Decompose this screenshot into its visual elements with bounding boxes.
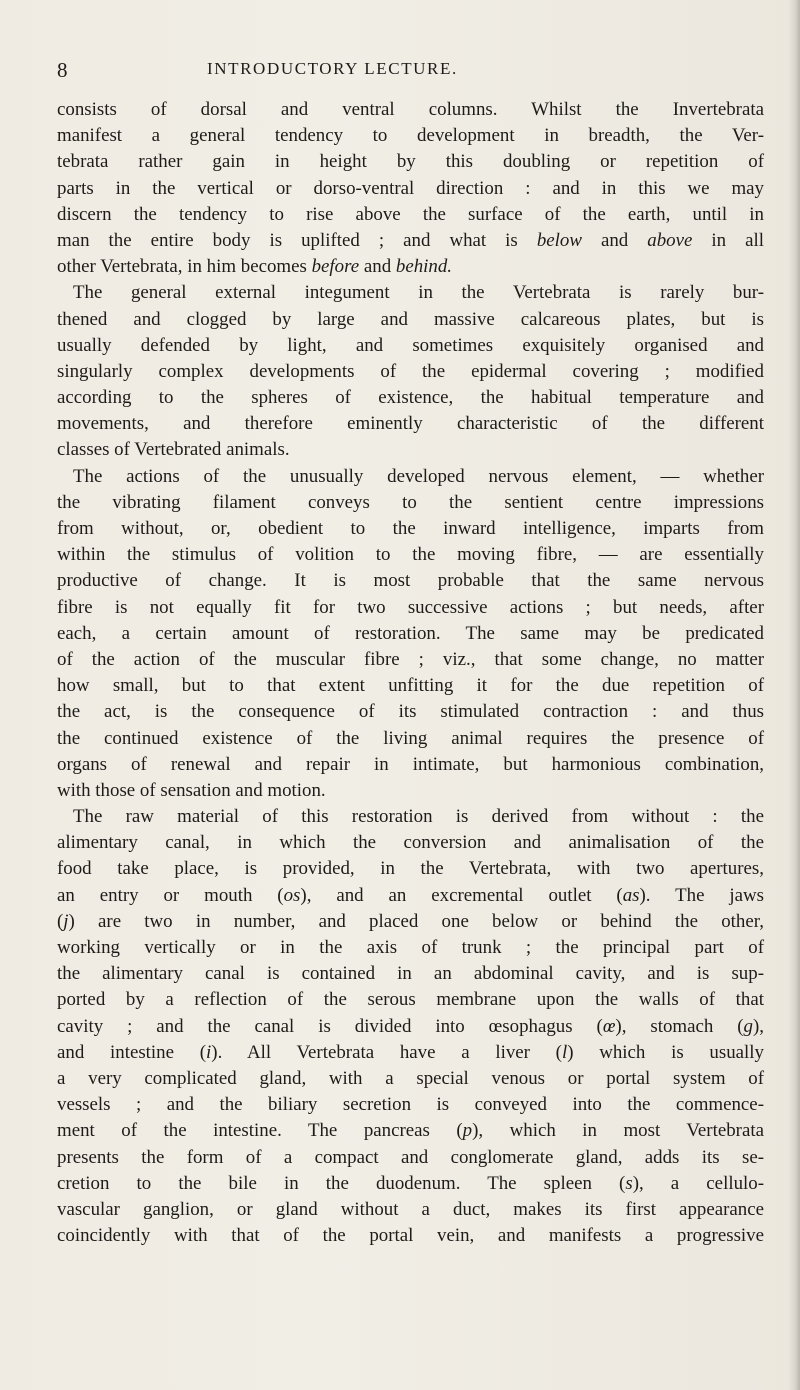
- text-line: usually defended by light, and sometimes exquisitely organised and: [57, 334, 764, 356]
- text-line: parts in the vertical or dorso-ventral direction : and in this we may: [57, 177, 764, 199]
- text-line: The actions of the unusually developed nervous element, — whether: [73, 465, 764, 487]
- text-line: presents the form of a compact and conglomerate gland, adds its se-: [57, 1146, 764, 1168]
- text-line: according to the spheres of existence, the habitual temperature and: [57, 387, 764, 409]
- text-line: how small, but to that extent unfitting it for the due repetition of: [57, 675, 764, 697]
- text-line: tebrata rather gain in height by this doubling or repetition of: [57, 151, 764, 173]
- text-line: alimentary canal, in which the conversion and animalisation of the: [57, 832, 764, 854]
- body-text: [57, 97, 764, 1249]
- text-line: The raw material of this restoration is derived from without : the: [73, 806, 764, 828]
- text-line: cavity ; and the canal is divided into œsophagus (œ), stomach (g),: [57, 1015, 764, 1037]
- paragraph: [57, 280, 764, 463]
- page-header: [57, 58, 762, 88]
- page-edge-shadow: [788, 0, 800, 1390]
- text-line: and intestine (i). All Vertebrata have a liver (l) which is usually: [57, 1041, 764, 1063]
- text-line: vascular ganglion, or gland without a duct, makes its first appearance: [57, 1198, 764, 1220]
- text-line: from without, or, obedient to the inward intelligence, imparts from: [57, 518, 764, 539]
- text-line: movements, and therefore eminently characteristic of the different: [57, 413, 764, 435]
- text-line: discern the tendency to rise above the surface of the earth, until in: [57, 203, 764, 225]
- text-line: fibre is not equally fit for two successive actions ; but needs, after: [57, 596, 764, 618]
- text-line: each, a certain amount of restoration. The same may be predicated: [57, 622, 764, 644]
- text-line: an entry or mouth (os), and an excremental outlet (as). The jaws: [57, 884, 764, 906]
- text-line: the vibrating filament conveys to the sentient centre impressions: [57, 491, 764, 513]
- text-line: a very complicated gland, with a special venous or portal system of: [57, 1067, 764, 1089]
- text-line: organs of renewal and repair in intimate, but harmonious combination,: [57, 753, 764, 775]
- text-line: classes of Vertebrated animals.: [57, 439, 290, 461]
- text-line: other Vertebrata, in him becomes before and behind.: [57, 256, 453, 278]
- text-line: consists of dorsal and ventral columns. Whilst the Invertebrata: [57, 99, 764, 120]
- paragraph: [57, 464, 764, 804]
- text-line: The general external integument in the Vertebrata is rarely bur-: [73, 282, 764, 304]
- text-line: man the entire body is uplifted ; and what is below and above in all: [57, 229, 764, 251]
- text-line: coincidently with that of the portal vein, and manifests a progressive: [57, 1225, 764, 1247]
- page-number: 8: [57, 58, 68, 82]
- text-line: within the stimulus of volition to the moving fibre, — are essentially: [57, 544, 764, 566]
- text-line: of the action of the muscular fibre ; viz., that some change, no matter: [57, 648, 764, 670]
- text-line: productive of change. It is most probable that the same nervous: [57, 570, 764, 592]
- text-line: thened and clogged by large and massive calcareous plates, but is: [57, 308, 764, 330]
- text-line: ment of the intestine. The pancreas (p), which in most Vertebrata: [57, 1120, 764, 1142]
- text-line: (j) are two in number, and placed one below or behind the other,: [57, 910, 764, 932]
- paragraph: [57, 97, 764, 280]
- text-line: the act, is the consequence of its stimulated contraction : and thus: [57, 701, 764, 723]
- text-line: singularly complex developments of the epidermal covering ; modified: [57, 360, 764, 382]
- text-line: the alimentary canal is contained in an abdominal cavity, and is sup-: [57, 963, 764, 985]
- text-line: manifest a general tendency to development in breadth, the Ver-: [57, 125, 764, 147]
- text-line: the continued existence of the living animal requires the presence of: [57, 727, 764, 749]
- text-line: ported by a reflection of the serous membrane upon the walls of that: [57, 989, 764, 1011]
- text-line: vessels ; and the biliary secretion is conveyed into the commence-: [57, 1094, 764, 1116]
- paragraph: [57, 804, 764, 1249]
- text-line: working vertically or in the axis of trunk ; the principal part of: [57, 937, 764, 958]
- text-line: food take place, is provided, in the Vertebrata, with two apertures,: [57, 858, 764, 880]
- running-head: INTRODUCTORY LECTURE.: [207, 59, 458, 78]
- text-line: with those of sensation and motion.: [57, 779, 326, 801]
- text-line: cretion to the bile in the duodenum. The spleen (s), a cellulo-: [57, 1172, 764, 1194]
